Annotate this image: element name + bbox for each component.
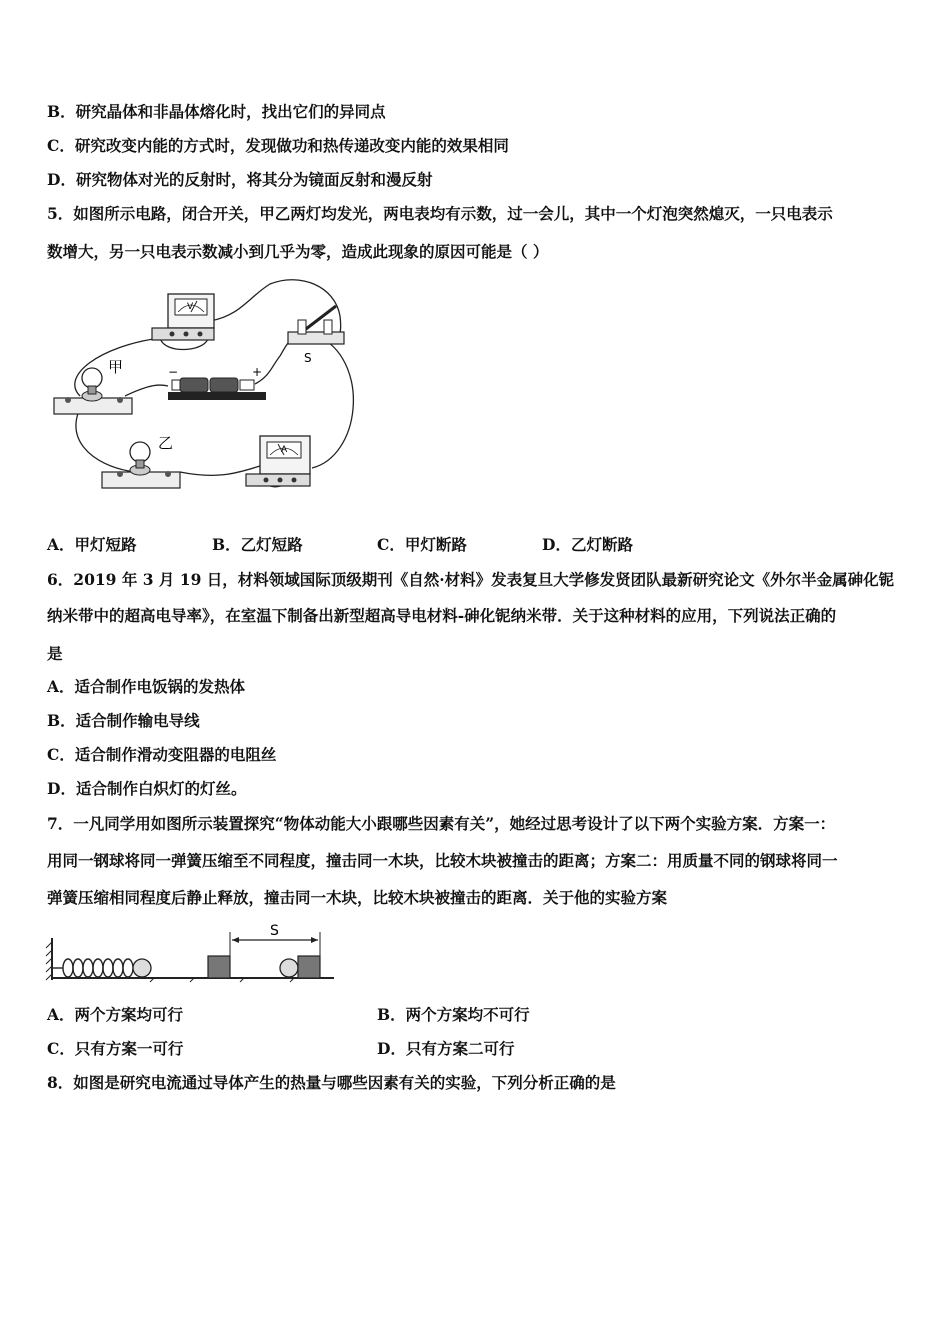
wood-block-start [208,956,230,978]
q7-stem-line1: 7．一凡同学用如图所示装置探究“物体动能大小跟哪些因素有关”，她经过思考设计了以下两个实验方案．方案一： [47,814,836,833]
lamp-jia-icon [54,358,132,414]
ammeter-icon [246,436,310,486]
lamp-yi-icon [102,434,180,488]
q6-stem-line2: 纳米带中的超高电导率》，在室温下制备出新型超高导电材料-砷化铌纳米带．关于这种材料的应用，下列说法正确的 [47,606,837,625]
q8-stem-line1: 8．如图是研究电流通过导体产生的热量与哪些因素有关的实验，下列分析正确的是 [47,1073,616,1092]
q5-stem-line2: 数增大，另一只电表示数减小到几乎为零，造成此现象的原因可能是（ ） [47,242,549,261]
q4-option-d: D．研究物体对光的反射时，将其分为镜面反射和漫反射 [47,170,433,189]
q5-option-b: B．乙灯短路 [212,535,303,554]
battery-plus: + [252,365,263,379]
q5-stem-line1: 5．如图所示电路，闭合开关，甲乙两灯均发光，两电表均有示数，过一会儿，其中一个灯泡突然熄灭，一只电表示 [47,204,833,223]
switch-icon [288,306,344,365]
circuit-diagram [40,276,370,506]
battery-minus: − [168,365,179,379]
wood-block-end [298,956,320,978]
steel-ball-end [280,959,298,977]
q7-option-a: A．两个方案均可行 [47,1005,184,1024]
switch-label: S [304,351,312,365]
q6-stem-line1: 6．2019 年 3 月 19 日，材料领域国际顶级期刊《自然·材料》发表复旦大学修发贤团队最新研究论文《外尔半金属砷化铌 [47,570,895,589]
q5-option-a: A．甲灯短路 [47,535,137,554]
q6-option-a: A．适合制作电饭锅的发热体 [47,677,246,696]
q4-option-c: C．研究改变内能的方式时，发现做功和热传递改变内能的效果相同 [47,136,509,155]
q7-option-b: B．两个方案均不可行 [377,1005,530,1024]
q4-option-b: B．研究晶体和非晶体熔化时，找出它们的异同点 [47,102,386,121]
q6-stem-line3: 是 [47,644,63,663]
voltmeter-label: V [187,302,194,312]
q5-option-d: D．乙灯断路 [542,535,633,554]
spring-ball-diagram [44,918,339,988]
q7-option-d: D．只有方案二可行 [377,1039,515,1058]
q6-option-d: D．适合制作白炽灯的灯丝。 [47,779,247,798]
q6-option-b: B．适合制作输电导线 [47,711,200,730]
ammeter-label: A [281,445,288,455]
q7-stem-line2: 用同一钢球将同一弹簧压缩至不同程度，撞击同一木块，比较木块被撞击的距离；方案二：用质量不同的钢球将同一 [47,851,838,870]
steel-ball-start [133,959,151,977]
lamp-yi-label: 乙 [158,434,174,452]
lamp-jia-label: 甲 [108,358,124,376]
q7-option-c: C．只有方案一可行 [47,1039,184,1058]
distance-label: S [270,923,279,939]
q6-option-c: C．适合制作滑动变阻器的电阻丝 [47,745,277,764]
q5-option-c: C．甲灯断路 [377,535,467,554]
spring-icon [52,959,133,977]
battery-icon [168,365,266,400]
voltmeter-icon [152,294,214,340]
q7-stem-line3: 弹簧压缩相同程度后静止释放，撞击同一木块，比较木块被撞击的距离．关于他的实验方案 [47,888,668,907]
